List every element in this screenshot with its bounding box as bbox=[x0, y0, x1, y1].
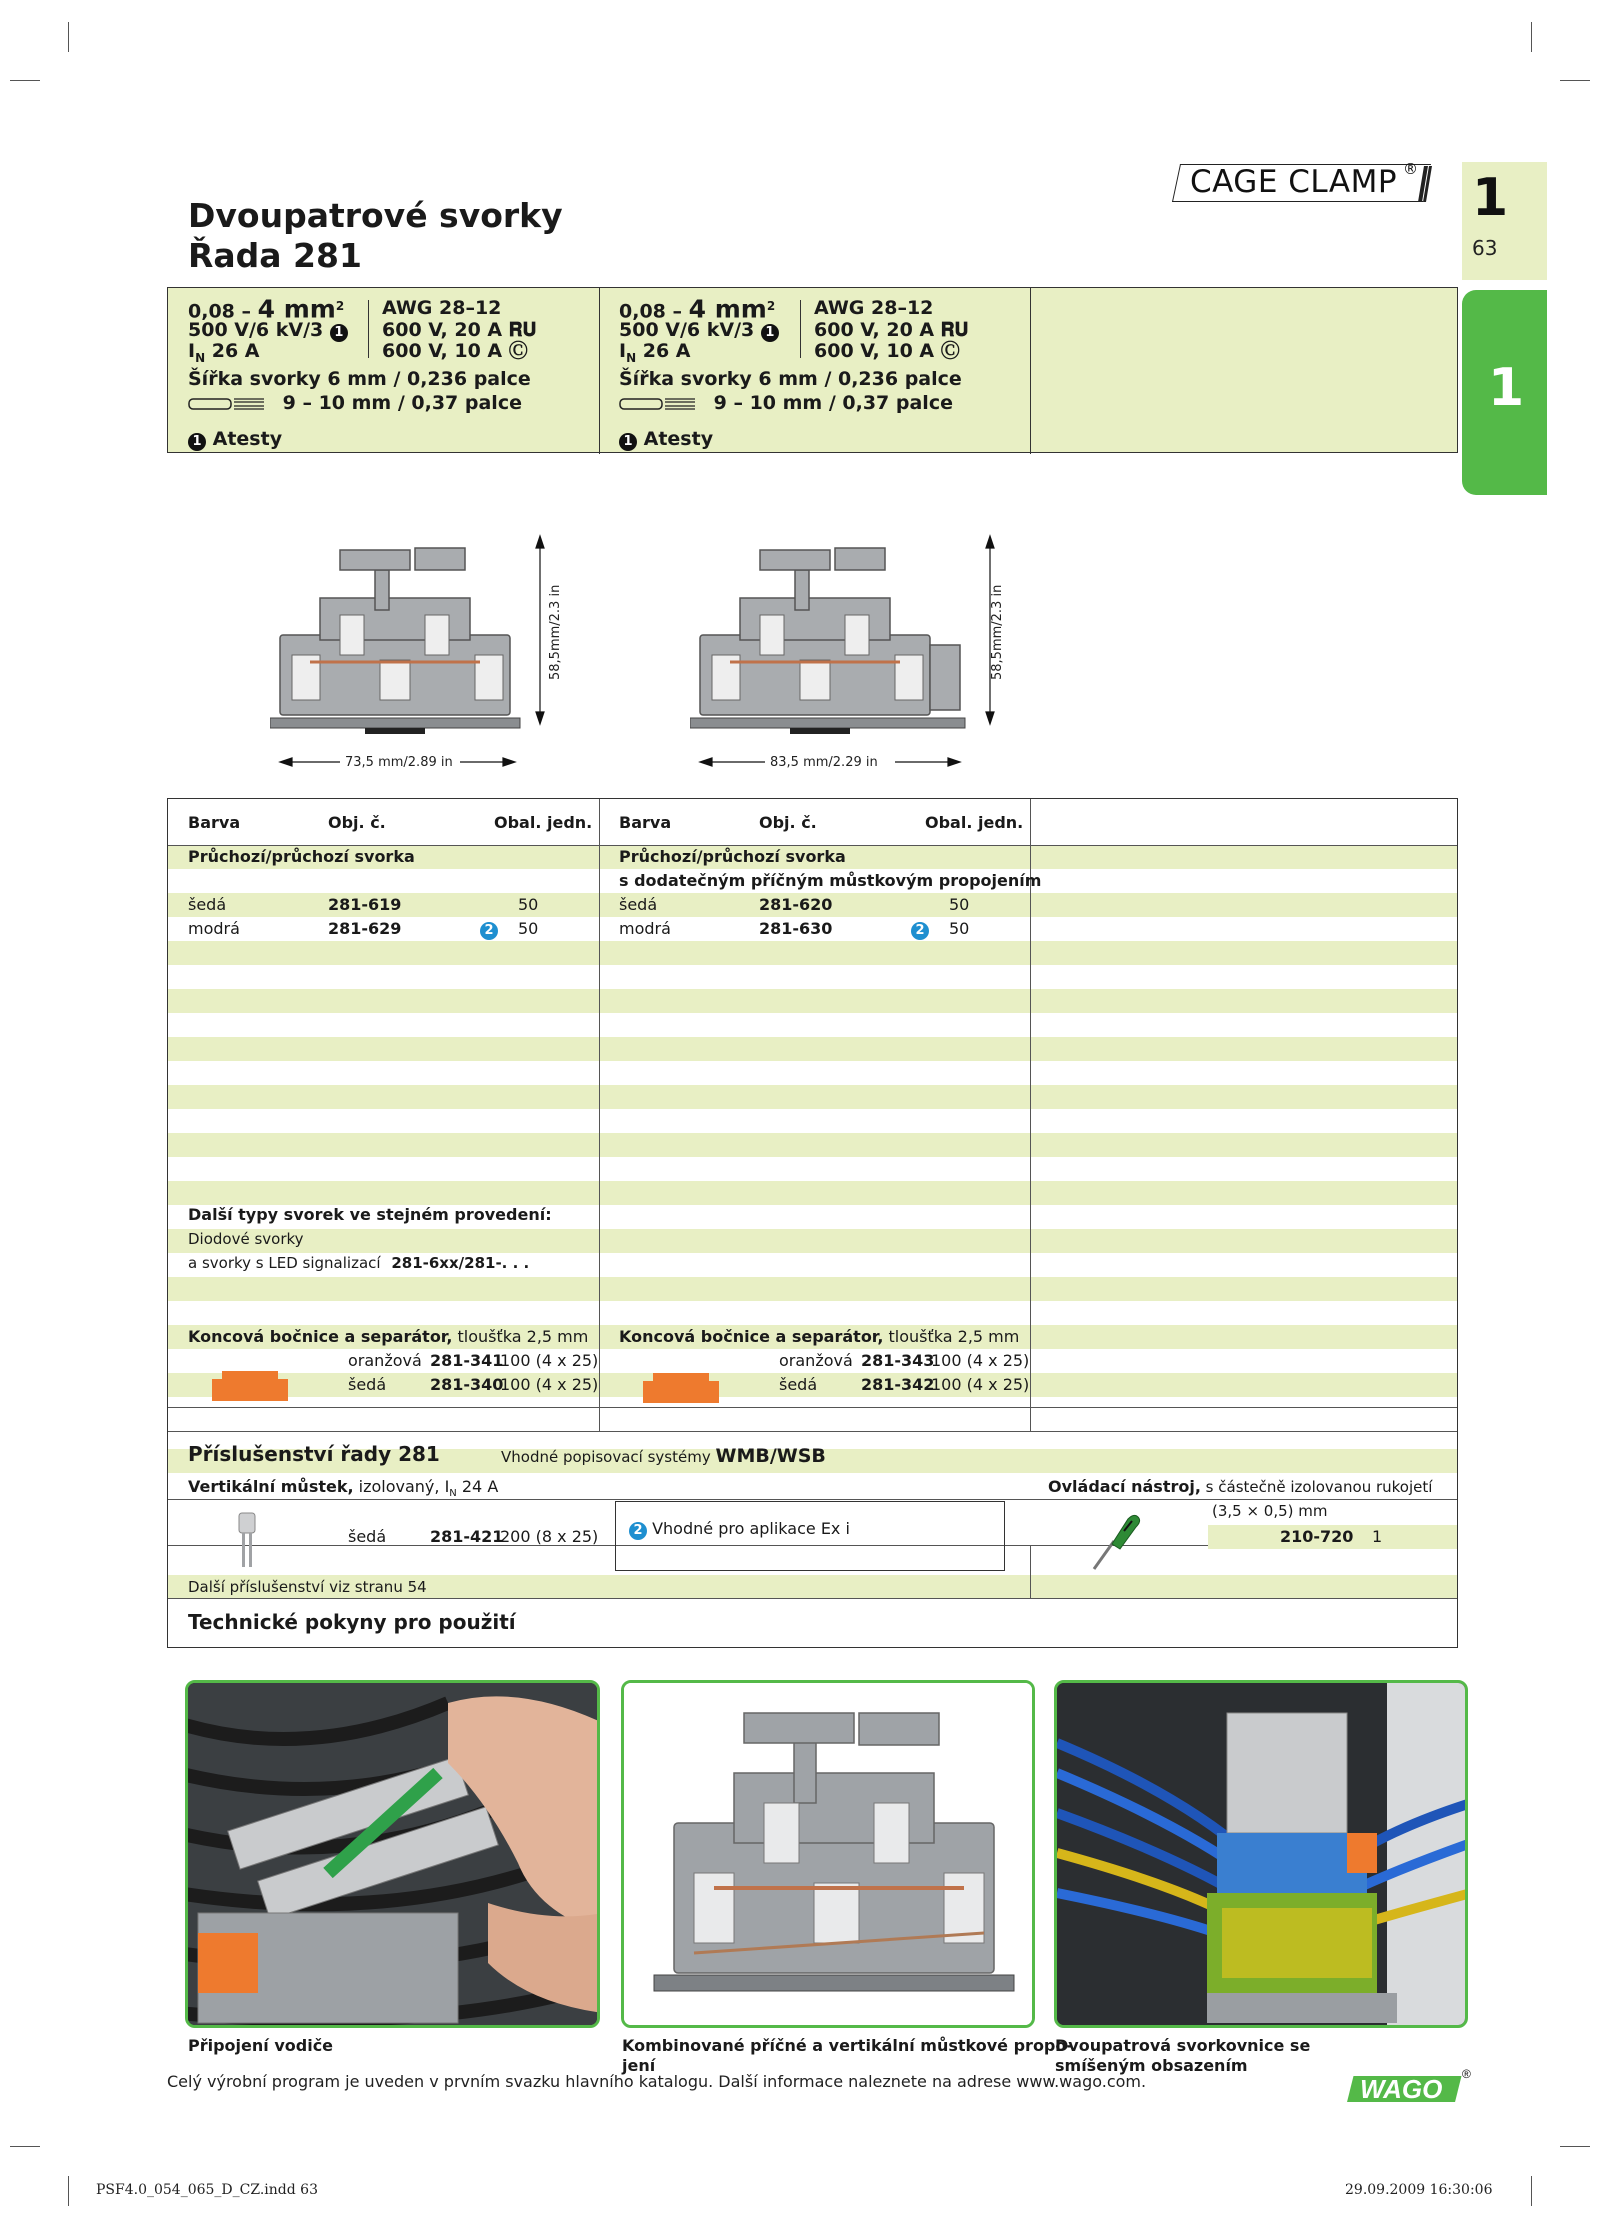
wago-logo-text: WAGO bbox=[1360, 2074, 1443, 2104]
endplate-title: Koncová bočnice a separátor, tloušťka 2,5 mm bbox=[619, 1327, 1020, 1346]
header-order-no: Obj. č. bbox=[759, 813, 817, 832]
page-number: 63 bbox=[1472, 236, 1498, 260]
table-column-divider bbox=[1030, 799, 1031, 1431]
wago-logo bbox=[1342, 2066, 1472, 2108]
endplate-row-code[interactable]: 281-340 bbox=[430, 1375, 504, 1394]
endplate-row-color: oranžová bbox=[348, 1351, 422, 1370]
tool-dimensions: (3,5 × 0,5) mm bbox=[1212, 1502, 1328, 1520]
spec-current: $I_N$ 26 A bbox=[619, 340, 691, 365]
print-slug-right: 29.09.2009 16:30:06 bbox=[1345, 2182, 1493, 2198]
row-order-code[interactable]: 281-630 bbox=[759, 919, 833, 938]
crop-mark bbox=[68, 2176, 69, 2206]
orange-end-plate-icon bbox=[641, 1371, 721, 1405]
title-line-2: Řada 281 bbox=[188, 236, 362, 275]
crop-mark bbox=[1531, 2176, 1532, 2206]
photo-bridging bbox=[621, 1680, 1035, 2028]
ul-mark-icon: 𝐑𝐔 bbox=[508, 319, 537, 341]
photo-wire-connection bbox=[185, 1680, 600, 2028]
spec-width: Šířka svorky 6 mm / 0,236 palce bbox=[619, 368, 962, 390]
endplate-row-qty: 100 (4 x 25) bbox=[931, 1375, 1030, 1394]
row-color: šedá bbox=[188, 895, 227, 914]
table-band bbox=[168, 1181, 1458, 1205]
table-column-divider bbox=[1030, 1545, 1031, 1598]
table-rule bbox=[168, 1431, 1458, 1432]
bridge-code[interactable]: 281-421 bbox=[430, 1527, 504, 1546]
technical-notes-title: Technické pokyny pro použití bbox=[188, 1610, 516, 1634]
row-order-code[interactable]: 281-620 bbox=[759, 895, 833, 914]
spec-current: $I_N$ 26 A bbox=[188, 340, 260, 365]
ex-note-badge: 2 bbox=[911, 922, 929, 940]
row-qty: 50 bbox=[949, 895, 970, 914]
marking-systems-note: Vhodné popisovací systémy WMB/WSB bbox=[501, 1445, 826, 1467]
spec-wire-size: 0,08 – 4 $mm^2$ bbox=[188, 294, 345, 324]
header-order-no: Obj. č. bbox=[328, 813, 386, 832]
spec-ul-rating: 600 V, 20 A 𝐑𝐔 bbox=[814, 319, 969, 341]
mixed-terminal-strip-photo-icon bbox=[1057, 1683, 1468, 2028]
cage-clamp-logo: CAGE CLAMP bbox=[1190, 164, 1398, 200]
endplate-row-code[interactable]: 281-343 bbox=[861, 1351, 935, 1370]
bridge-color: šedá bbox=[348, 1527, 387, 1546]
table-band bbox=[168, 1277, 1458, 1301]
ex-note-badge: 2 bbox=[480, 922, 498, 940]
endplate-row-qty: 100 (4 x 25) bbox=[500, 1351, 599, 1370]
vertical-bridge-icon bbox=[236, 1511, 258, 1571]
screwdriver-icon bbox=[1088, 1511, 1148, 1573]
ul-mark-icon: 𝐑𝐔 bbox=[940, 319, 969, 341]
endplate-row-qty: 100 (4 x 25) bbox=[500, 1375, 599, 1394]
spec-voltage: 500 V/6 kV/3 1 bbox=[619, 320, 779, 342]
endplate-title: Koncová bočnice a separátor, tloušťka 2,5 mm bbox=[188, 1327, 589, 1346]
chapter-number: 1 bbox=[1472, 168, 1509, 228]
table-band bbox=[168, 941, 1458, 965]
photo-caption: Připojení vodiče bbox=[188, 2036, 334, 2055]
row-qty: 50 bbox=[518, 919, 539, 938]
row-qty: 50 bbox=[518, 895, 539, 914]
spec-awg: AWG 28–12 bbox=[382, 297, 502, 319]
spec-csa-rating: 600 V, 10 A Ⓒ bbox=[814, 340, 960, 362]
crop-mark bbox=[68, 22, 69, 52]
row-order-code[interactable]: 281-629 bbox=[328, 919, 402, 938]
footer-note: Celý výrobní program je uveden v prvním svazku hlavního katalogu. Další informace naleznete na adrese www.wago.com. bbox=[167, 2072, 1147, 2091]
spec-separator bbox=[368, 300, 369, 358]
spec-strip-length: 9 – 10 mm / 0,37 palce bbox=[188, 393, 522, 414]
ex-note: 2 Vhodné pro aplikace Ex i bbox=[629, 1517, 850, 1541]
table-band bbox=[168, 1085, 1458, 1109]
other-types-codes: 281-6xx/281-. . . bbox=[391, 1254, 530, 1272]
crop-mark bbox=[1560, 80, 1590, 81]
spec-box bbox=[167, 287, 1458, 453]
spec-approvals-note: 1 Atesty bbox=[619, 429, 713, 451]
tool-qty: 1 bbox=[1372, 1527, 1383, 1546]
table-column-divider bbox=[599, 799, 600, 1431]
table-rule bbox=[168, 1407, 1458, 1408]
table-band bbox=[168, 989, 1458, 1013]
drawing-width-label: 83,5 mm/2.29 in bbox=[770, 755, 878, 770]
crop-mark bbox=[10, 2146, 40, 2147]
endplate-row-color: oranžová bbox=[779, 1351, 853, 1370]
stripped-wire-icon bbox=[188, 397, 266, 411]
table-band bbox=[168, 1229, 1458, 1253]
spec-awg: AWG 28–12 bbox=[814, 297, 934, 319]
spec-approvals-note: 1 Atesty bbox=[188, 429, 282, 451]
terminal-block-drawing bbox=[270, 530, 570, 780]
chapter-side-tab-number: 1 bbox=[1488, 358, 1525, 418]
table-band bbox=[168, 1037, 1458, 1061]
endplate-row-qty: 100 (4 x 25) bbox=[931, 1351, 1030, 1370]
endplate-row-color: šedá bbox=[348, 1375, 387, 1394]
row-color: šedá bbox=[619, 895, 658, 914]
spec-width: Šířka svorky 6 mm / 0,236 palce bbox=[188, 368, 531, 390]
drawing-height-label: 58,5mm/2.3 in bbox=[548, 584, 563, 680]
wire-connection-photo-icon bbox=[188, 1683, 600, 2028]
page-title bbox=[188, 196, 563, 276]
spec-wire-size: 0,08 – 4 $mm^2$ bbox=[619, 294, 776, 324]
wago-registered-mark: ® bbox=[1462, 2067, 1471, 2081]
row-order-code[interactable]: 281-619 bbox=[328, 895, 402, 914]
header-pack-unit: Obal. jedn. bbox=[494, 813, 593, 832]
bridge-qty: 200 (8 x 25) bbox=[500, 1527, 599, 1546]
csa-mark-icon: Ⓒ bbox=[508, 340, 528, 362]
drawing-width-label: 73,5 mm/2.89 in bbox=[345, 755, 453, 770]
header-pack-unit: Obal. jedn. bbox=[925, 813, 1024, 832]
other-types-line: Diodové svorky bbox=[188, 1230, 304, 1248]
orange-end-plate-icon bbox=[210, 1369, 290, 1403]
spec-voltage: 500 V/6 kV/3 1 bbox=[188, 320, 348, 342]
table-band bbox=[168, 1133, 1458, 1157]
title-line-1: Dvoupatrové svorky bbox=[188, 196, 563, 235]
bridging-photo-icon bbox=[624, 1683, 1035, 2028]
print-slug-left: PSF4.0_054_065_D_CZ.indd 63 bbox=[96, 2182, 318, 2198]
spec-divider bbox=[599, 288, 600, 454]
section-title: Průchozí/průchozí svorka bbox=[619, 847, 846, 866]
spec-divider bbox=[1030, 288, 1031, 454]
endplate-row-code[interactable]: 281-341 bbox=[430, 1351, 504, 1370]
more-accessories-note: Další příslušenství viz stranu 54 bbox=[188, 1578, 427, 1596]
drawing-height-label: 58,5mm/2.3 in bbox=[990, 584, 1005, 680]
crop-mark bbox=[10, 80, 40, 81]
bridge-title: Vertikální můstek, izolovaný, $I_N$ 24 A bbox=[188, 1477, 499, 1500]
cage-clamp-bars-icon bbox=[1418, 166, 1432, 202]
accessories-title: Příslušenství řady 281 bbox=[188, 1442, 440, 1466]
registered-mark: ® bbox=[1403, 160, 1418, 178]
row-qty: 50 bbox=[949, 919, 970, 938]
photo-mixed-terminal-strip bbox=[1054, 1680, 1468, 2028]
header-color: Barva bbox=[619, 813, 672, 832]
terminal-block-bridge-drawing bbox=[690, 530, 1010, 780]
endplate-row-color: šedá bbox=[779, 1375, 818, 1394]
section-subtitle: s dodatečným příčným můstkovým propojením bbox=[619, 871, 1042, 890]
other-types-title: Další typy svorek ve stejném provedení: bbox=[188, 1205, 552, 1224]
tool-code[interactable]: 210-720 bbox=[1280, 1527, 1354, 1546]
spec-csa-rating: 600 V, 10 A Ⓒ bbox=[382, 340, 528, 362]
photo-caption: Kombinované příčné a vertikální můstkové propo- jení bbox=[622, 2036, 1074, 2075]
tool-title: Ovládací nástroj, s částečně izolovanou rukojetí bbox=[1048, 1477, 1433, 1496]
crop-mark bbox=[1531, 22, 1532, 52]
spec-ul-rating: 600 V, 20 A 𝐑𝐔 bbox=[382, 319, 537, 341]
photo-caption: Dvoupatrová svorkovnice se smíšeným obsazením bbox=[1055, 2036, 1311, 2075]
header-color: Barva bbox=[188, 813, 241, 832]
row-color: modrá bbox=[188, 919, 240, 938]
spec-separator bbox=[800, 300, 801, 358]
crop-mark bbox=[1560, 2146, 1590, 2147]
csa-mark-icon: Ⓒ bbox=[940, 340, 960, 362]
row-color: modrá bbox=[619, 919, 671, 938]
order-table bbox=[167, 798, 1458, 1648]
section-title: Průchozí/průchozí svorka bbox=[188, 847, 415, 866]
other-types-line: a svorky s LED signalizací bbox=[188, 1254, 381, 1272]
spec-strip-length: 9 – 10 mm / 0,37 palce bbox=[619, 393, 953, 414]
endplate-row-code[interactable]: 281-342 bbox=[861, 1375, 935, 1394]
stripped-wire-icon bbox=[619, 397, 697, 411]
